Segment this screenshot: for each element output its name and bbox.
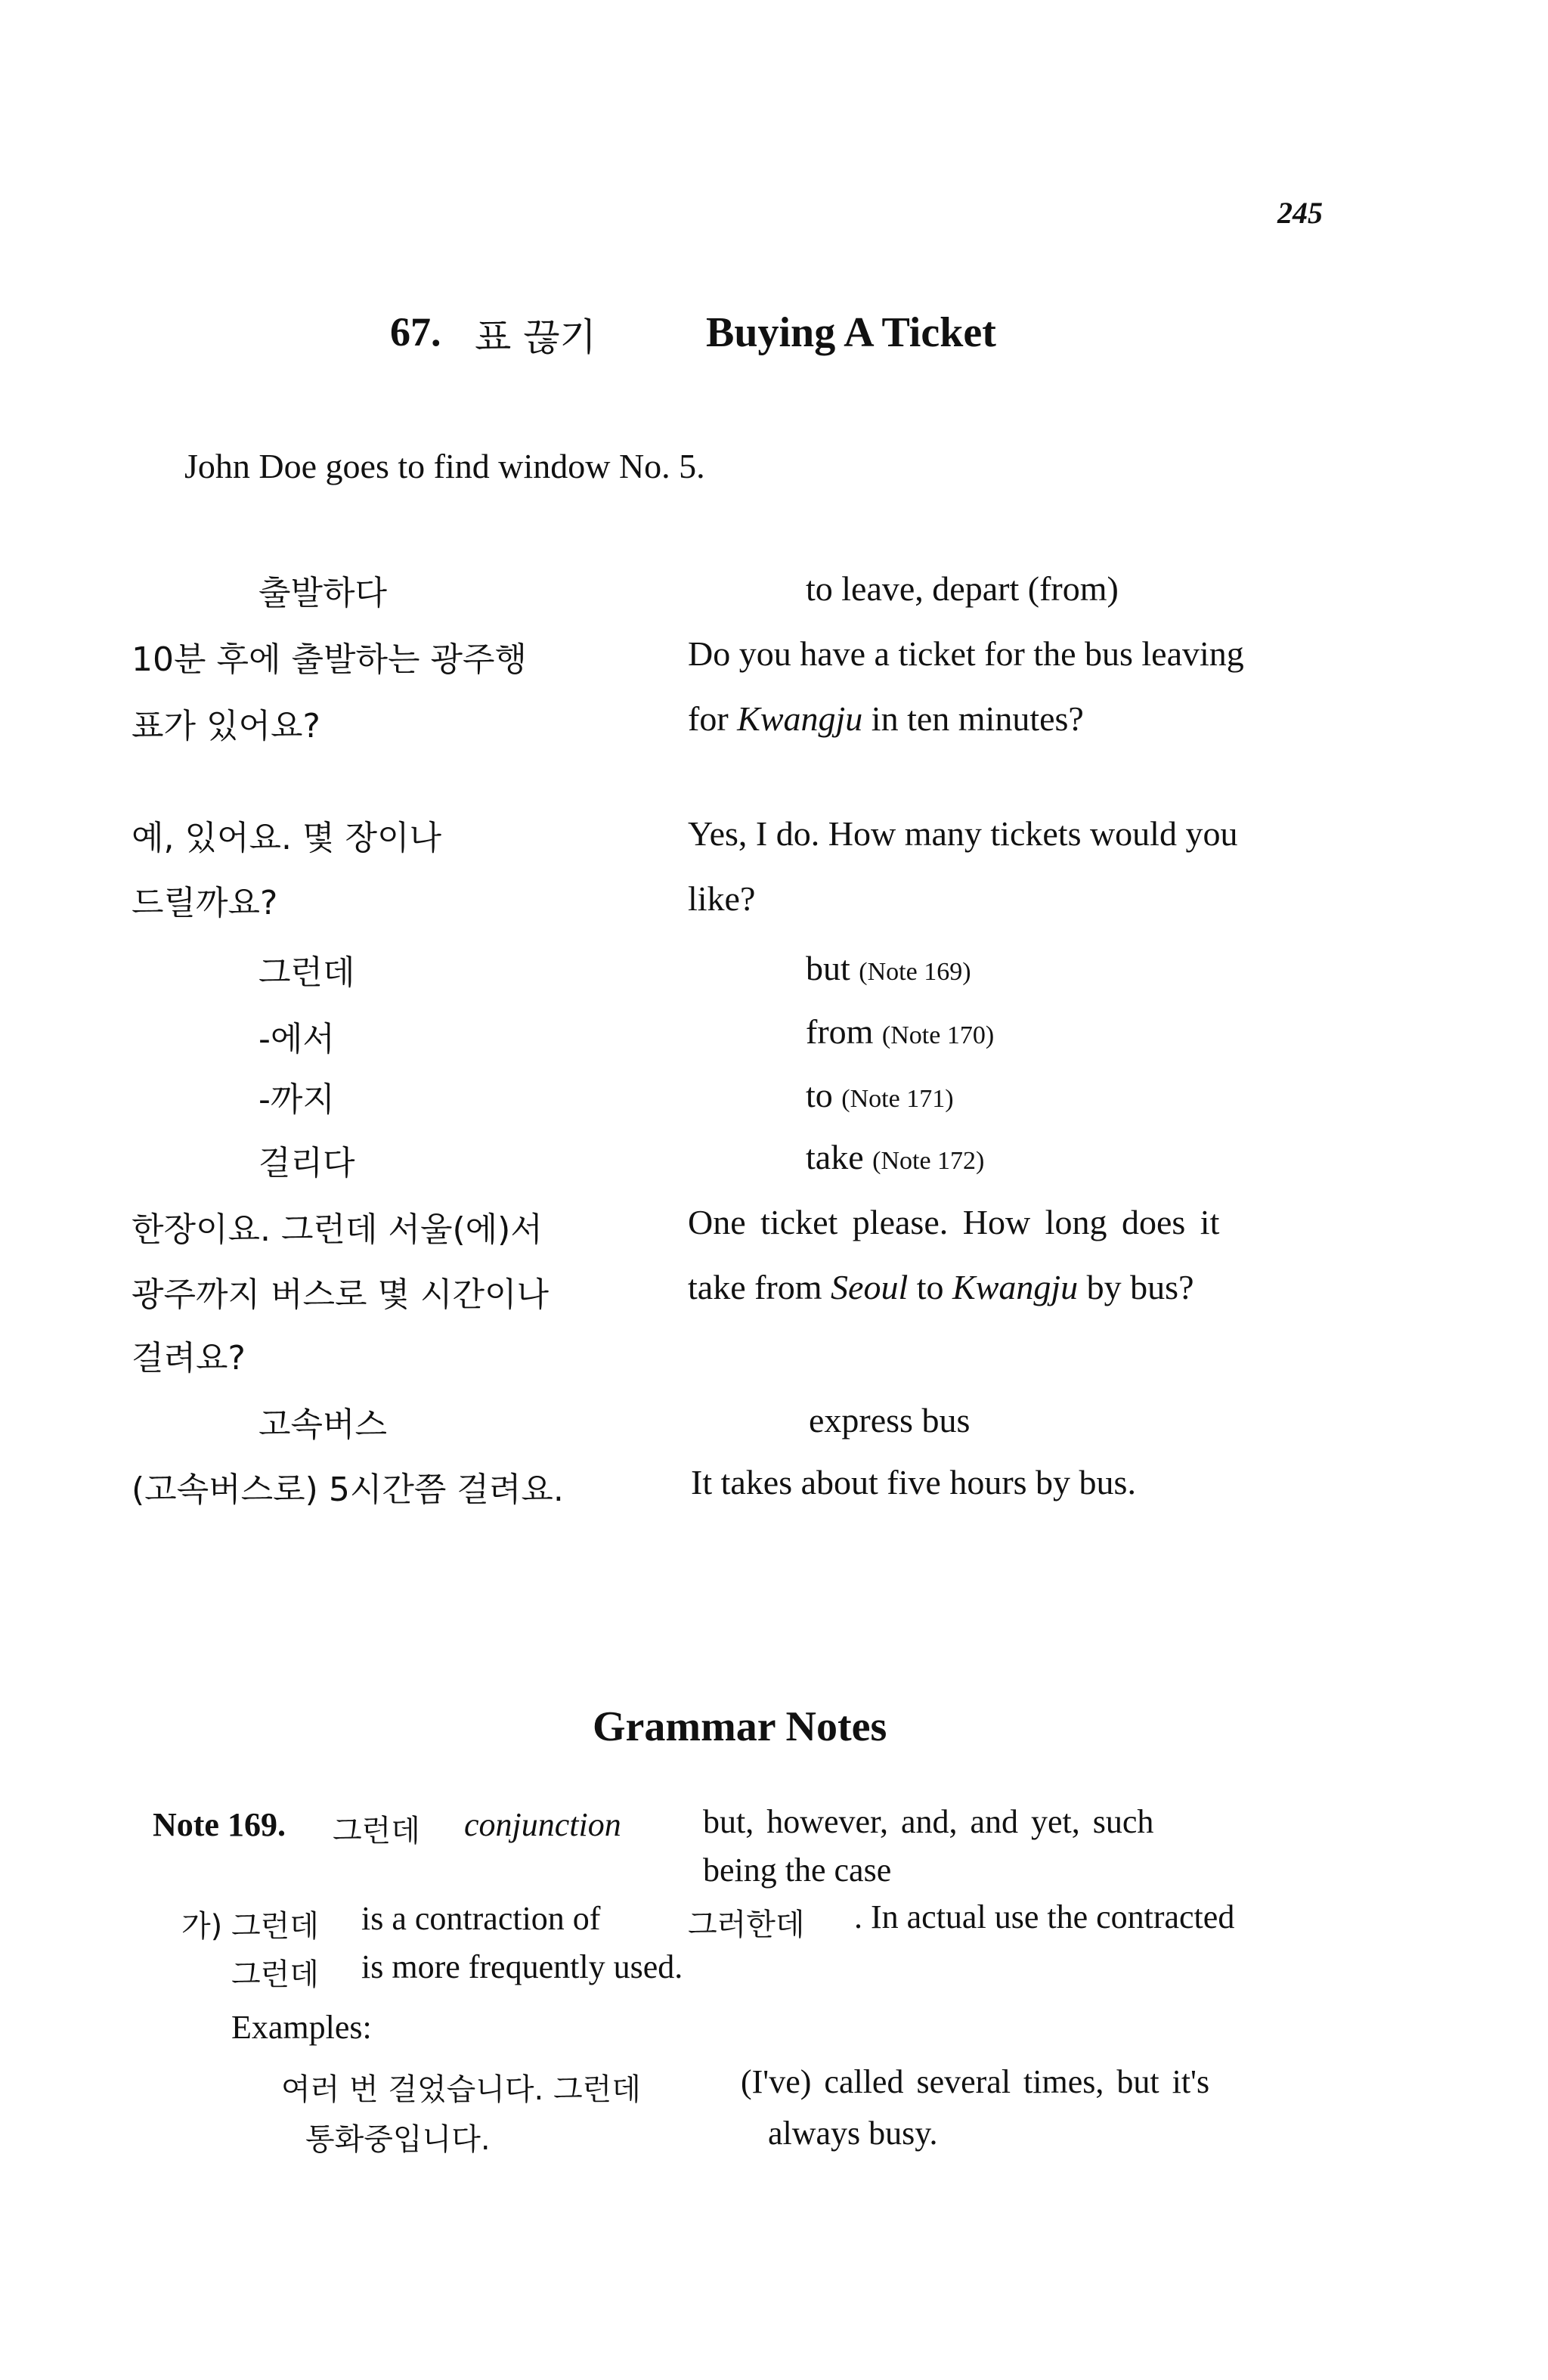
note-169-pos: conjunction — [464, 1806, 621, 1843]
dialogue2-kr-a: 한장이요. 그런데 서울(에)서 — [132, 1210, 543, 1249]
dialogue-kr-1a: 10분 후에 출발하는 광주행 — [132, 640, 527, 679]
dialogue-kr-2a: 예, 있어요. 몇 장이나 — [132, 819, 441, 857]
vocab-kr-to: -까지 — [259, 1080, 335, 1119]
grammar-heading: Grammar Notes — [593, 1703, 887, 1750]
vocab-note-172: (Note 172) — [872, 1147, 985, 1175]
dialogue2-en-b-3: by bus? — [1078, 1268, 1194, 1306]
point-text-b: . In actual use the contracted — [854, 1898, 1235, 1935]
note-169-meaning-1: but, however, and, and yet, such — [703, 1803, 1154, 1840]
dialogue-en-2b: like? — [688, 879, 756, 918]
note-169-label: Note 169. — [153, 1806, 286, 1843]
dialogue2-kr-b: 광주까지 버스로 몇 시간이나 — [132, 1275, 550, 1314]
dialogue-kr-1b: 표가 있어요? — [132, 707, 320, 745]
lesson-title-korean: 표 끊기 — [475, 315, 596, 359]
point-kr-word: 그런데 — [231, 1909, 319, 1944]
vocab-en-express: express bus — [809, 1401, 971, 1439]
vocab-en-from-word: from — [806, 1012, 874, 1051]
vocab-kr-from: -에서 — [259, 1020, 335, 1058]
dialogue-en-1a: Do you have a ticket for the bus leaving — [688, 634, 1244, 673]
dialogue-en-1b — [688, 699, 1084, 739]
dialogue2-kr-c: 걸려요? — [132, 1339, 246, 1377]
vocab-note-171: (Note 171) — [841, 1085, 954, 1113]
vocab-en-to — [806, 1075, 954, 1115]
example-kr-1: 여러 번 걸었습니다. 그런데 — [281, 2072, 641, 2107]
vocab-kr-take: 걸리다 — [259, 1144, 355, 1182]
vocab-en-take — [806, 1137, 984, 1177]
point-kr-word-3: 그런데 — [231, 1957, 319, 1992]
dialogue2-en-a: One ticket please. How long does it — [688, 1203, 1220, 1241]
final-en: It takes about five hours by bus. — [691, 1463, 1136, 1501]
example-en-1: (I've) called several times, but it's — [741, 2063, 1210, 2100]
vocab-en-but-word: but — [806, 949, 850, 987]
dialogue-en-2a: Yes, I do. How many tickets would you — [688, 814, 1238, 853]
lesson-number: 67. — [390, 309, 441, 355]
note-169-meaning-2: being the case — [703, 1852, 892, 1889]
place-kwangju: Kwangju — [737, 699, 863, 738]
vocab-kr-but: 그런데 — [259, 953, 355, 992]
point-text-c: is more frequently used. — [361, 1948, 683, 1985]
place-seoul: Seoul — [831, 1268, 909, 1306]
page-number: 245 — [1277, 196, 1323, 230]
vocab-kr-express: 고속버스 — [259, 1405, 388, 1444]
vocab-note-169: (Note 169) — [859, 958, 971, 986]
vocab-en-take-word: take — [806, 1138, 864, 1176]
place-kwangju-2: Kwangju — [952, 1268, 1079, 1306]
dialogue-en-1b-end: in ten minutes? — [862, 699, 1084, 738]
dialogue-kr-2b: 드릴까요? — [132, 884, 278, 922]
example-en-2: always busy. — [768, 2115, 938, 2152]
vocab-kr-depart: 출발하다 — [259, 574, 388, 612]
vocab-en-but — [806, 948, 971, 988]
vocab-en-to-word: to — [806, 1076, 833, 1114]
point-text-a: is a contraction of — [361, 1900, 601, 1937]
dialogue-en-1b-start: for — [688, 699, 738, 738]
dialogue2-en-b — [688, 1267, 1194, 1307]
vocab-en-depart: to leave, depart (from) — [806, 569, 1119, 608]
dialogue2-en-b-1: take from — [688, 1268, 831, 1306]
dialogue2-en-b-2: to — [908, 1268, 953, 1306]
final-kr: (고속버스로) 5시간쯤 걸려요. — [132, 1470, 564, 1509]
lesson-title-english: Buying A Ticket — [706, 309, 996, 356]
examples-label: Examples: — [231, 2009, 372, 2046]
note-169-word: 그런데 — [333, 1814, 420, 1849]
point-marker: 가) — [181, 1909, 223, 1944]
intro-text: John Doe goes to find window No. 5. — [184, 447, 705, 485]
vocab-en-from — [806, 1012, 994, 1052]
vocab-note-170: (Note 170) — [881, 1021, 995, 1049]
example-kr-2: 통화중입니다. — [305, 2122, 491, 2157]
point-kr-word-2: 그러한데 — [688, 1907, 805, 1942]
